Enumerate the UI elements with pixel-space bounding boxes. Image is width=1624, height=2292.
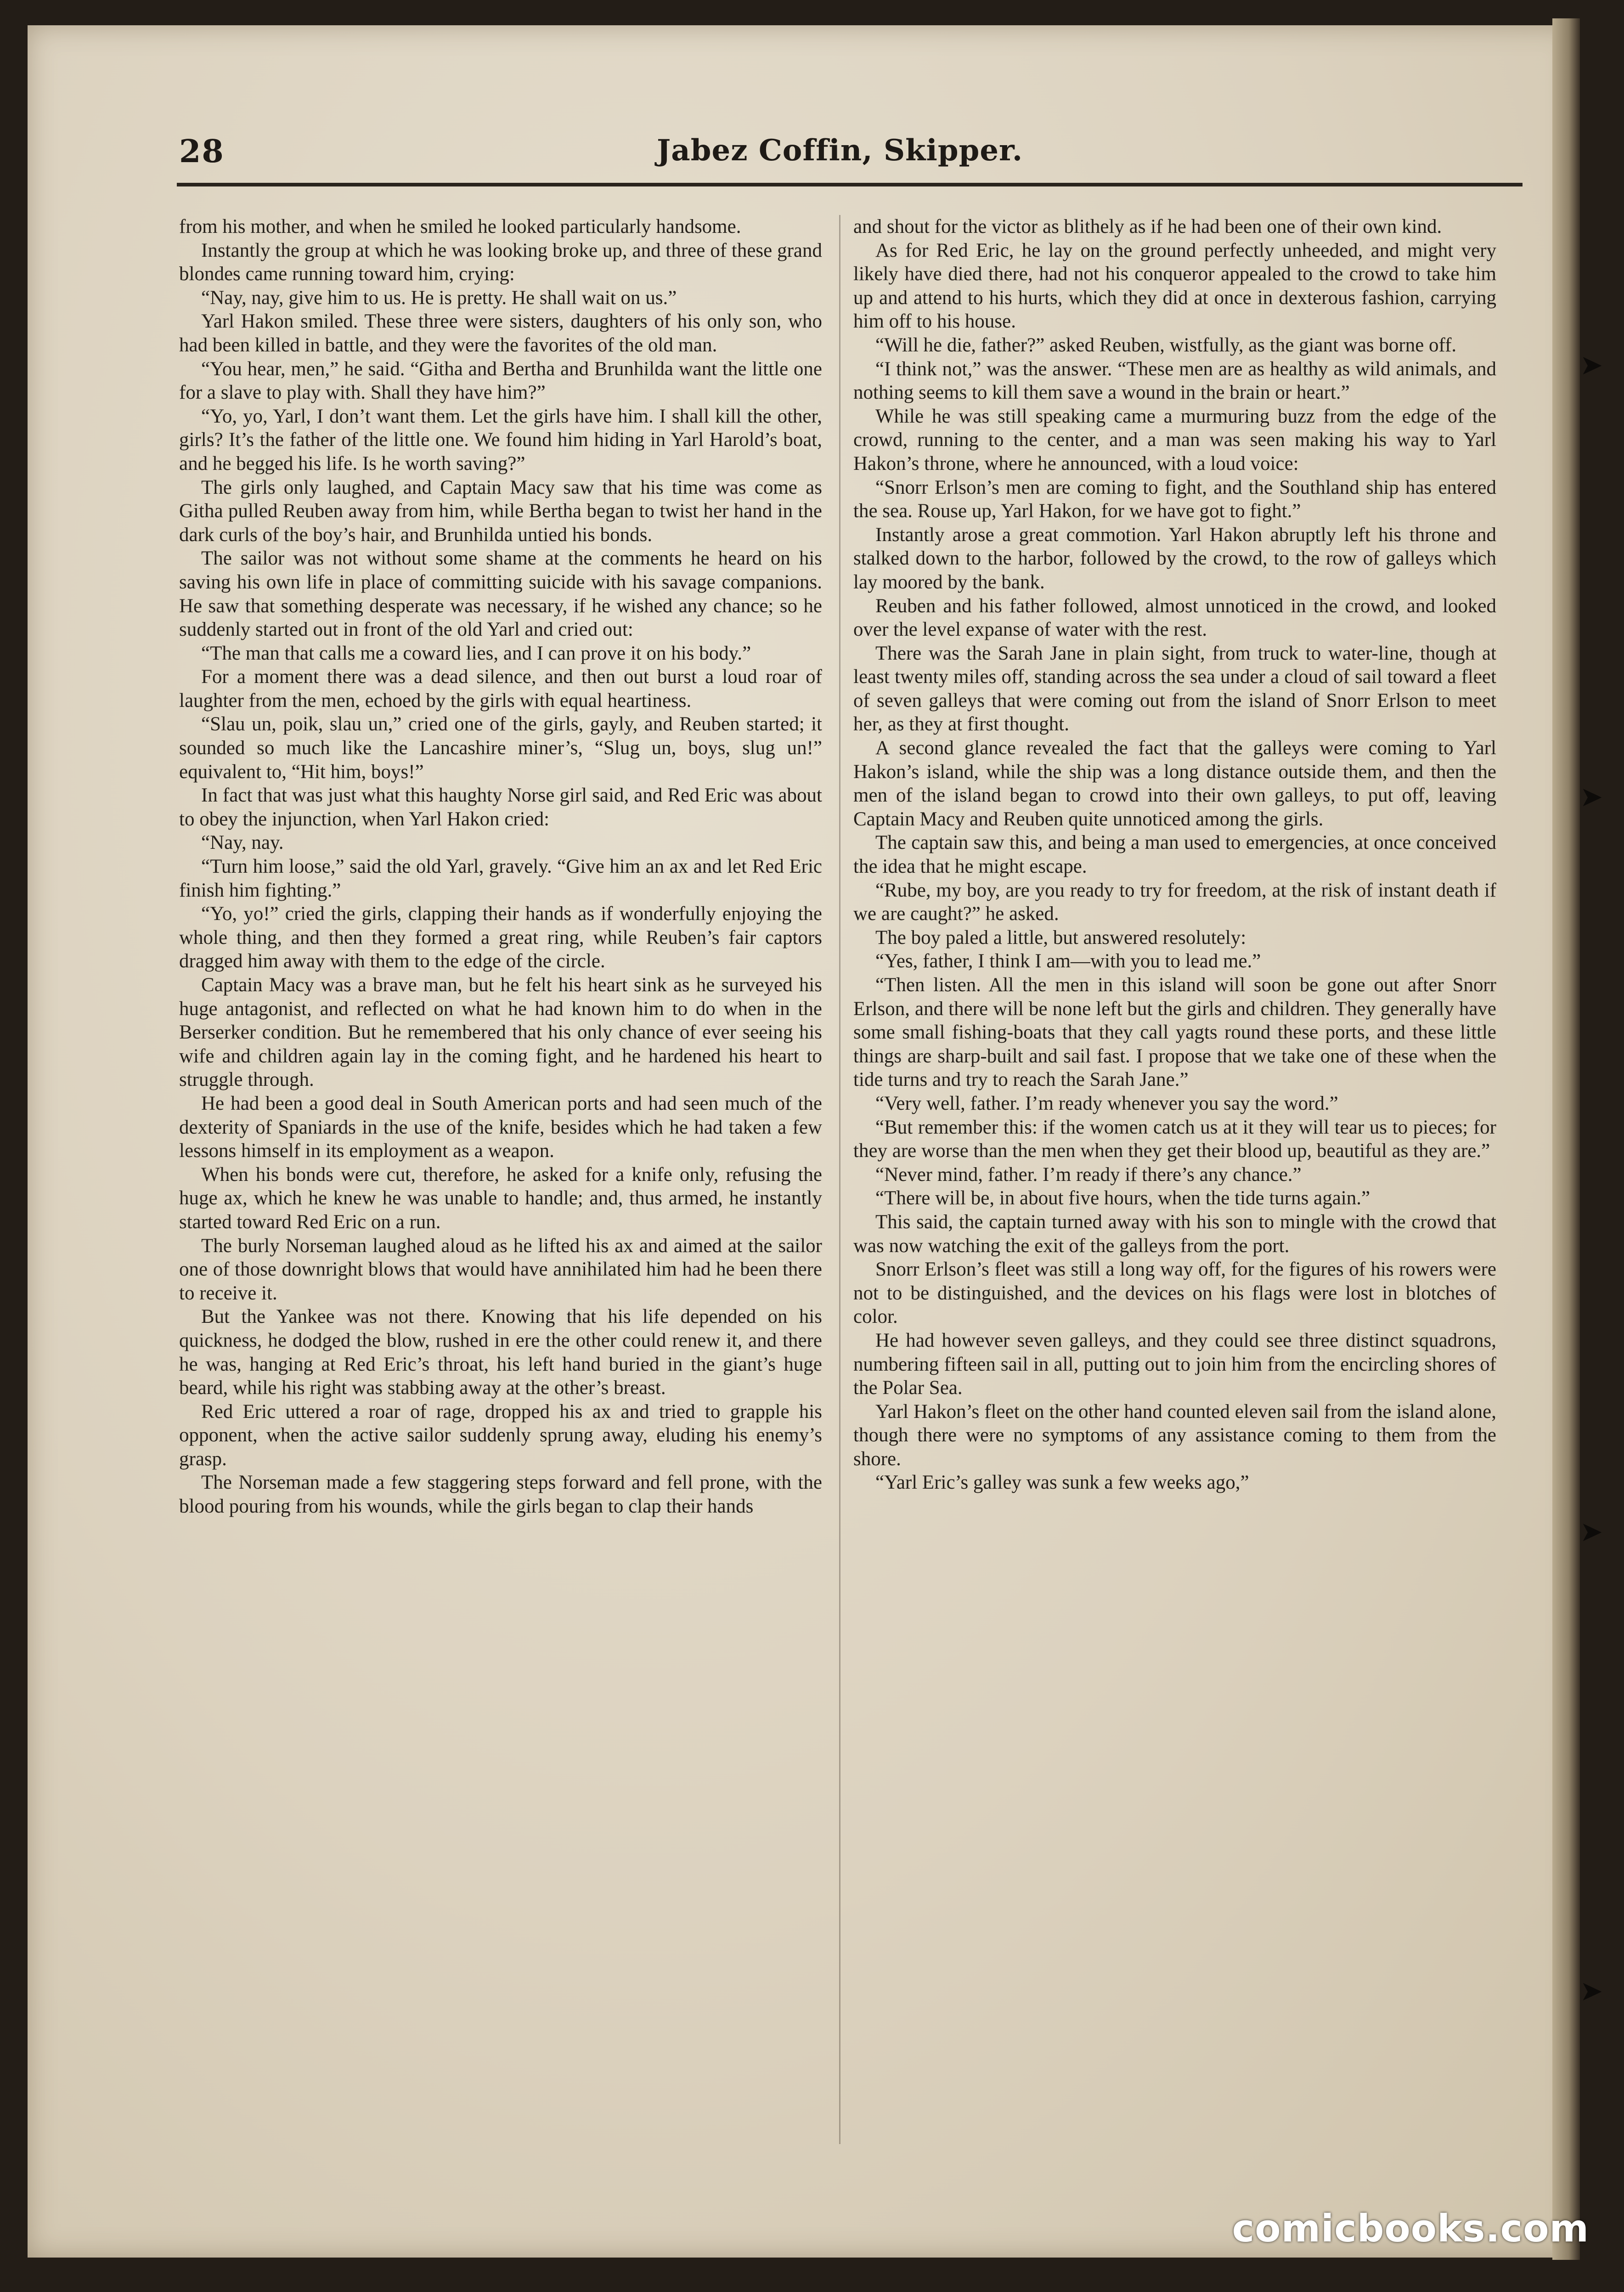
- paragraph: “Nay, nay.: [201, 832, 284, 854]
- paragraph: “Very well, father. I’m ready whenever you say the word.”: [875, 1092, 1338, 1114]
- paragraph: “The man that calls me a coward lies, and I can prove it on his body.”: [201, 642, 751, 664]
- paragraph: The captain saw this, and being a man used to emergencies, at once conceived the idea that he might escape.: [853, 832, 1496, 878]
- paragraph: “Snorr Erlson’s men are coming to fight, and the Southland ship has entered the sea. Rouse up, Yarl Hakon, for we have got to fight.”: [853, 476, 1496, 522]
- paragraph: “Yes, father, I think I am—with you to lead me.”: [875, 950, 1261, 972]
- paragraph: Instantly the group at which he was looking broke up, and three of these grand blondes came running toward him, crying:: [179, 239, 822, 285]
- text-column-left: [179, 215, 822, 2172]
- paragraph: There was the Sarah Jane in plain sight, from truck to water-line, though at least twenty miles off, standing across the sea under a cloud of sail toward a fleet of seven galleys that were coming out from the island of Snorr Erlson to meet her, as they at first thought.: [853, 642, 1496, 735]
- paragraph: The boy paled a little, but answered resolutely:: [875, 926, 1246, 948]
- paragraph: and shout for the victor as blithely as if he had been one of their own kind.: [853, 216, 1442, 237]
- paragraph: For a moment there was a dead silence, and then out burst a loud roar of laughter from the men, echoed by the girls with equal heartiness.: [179, 666, 822, 711]
- paragraph: “Slau un, poik, slau un,” cried one of the girls, gayly, and Reuben started; it sounded so much like the Lancashire miner’s, “Slug un, boys, slug un!” equivalent to, “Hit him, boys!”: [179, 713, 822, 783]
- paragraph: This said, the captain turned away with his son to mingle with the crowd that was now watching the exit of the galleys from the port.: [853, 1211, 1496, 1257]
- paragraph: “Will he die, father?” asked Reuben, wistfully, as the giant was borne off.: [875, 334, 1457, 356]
- watermark: comicbooks.com: [1232, 2207, 1589, 2251]
- column-divider: [839, 215, 840, 2144]
- paragraph: “There will be, in about five hours, when the tide turns again.”: [875, 1187, 1370, 1209]
- paragraph: Yarl Hakon’s fleet on the other hand counted eleven sail from the island alone, though there were no symptoms of any assistance coming to them from the shore.: [853, 1400, 1496, 1470]
- running-title: Jabez Coffin, Skipper.: [657, 133, 1023, 168]
- binding-hole-icon: ➤: [1580, 1516, 1603, 1548]
- paragraph: The burly Norseman laughed aloud as he lifted his ax and aimed at the sailor one of those downright blows that would have annihilated him had he been there to receive it.: [179, 1235, 822, 1304]
- paragraph: “You hear, men,” he said. “Githa and Bertha and Brunhilda want the little one for a slave to play with. Shall they have him?”: [179, 358, 822, 404]
- paragraph: “Turn him loose,” said the old Yarl, gravely. “Give him an ax and let Red Eric finish him fighting.”: [179, 856, 822, 901]
- paragraph: Yarl Hakon smiled. These three were sisters, daughters of his only son, who had been killed in battle, and they were the favorites of the old man.: [179, 310, 822, 356]
- paragraph: “Never mind, father. I’m ready if there’s any chance.”: [875, 1163, 1302, 1186]
- paragraph: A second glance revealed the fact that the galleys were coming to Yarl Hakon’s island, while the ship was a long distance outside them, and then the men of the island began to crowd into their own galleys, to put off, leaving Captain Macy and Reuben quite unnoticed among the girls.: [853, 737, 1496, 830]
- paragraph: He had however seven galleys, and they could see three distinct squadrons, numbering fifteen sail in all, putting out to join him from the encircling shores of the Polar Sea.: [853, 1329, 1496, 1399]
- paragraph: “Then listen. All the men in this island will soon be gone out after Snorr Erlson, and there will be none left but the girls and children. They generally have some small fishing-boats that they call yagts round these ports, and these little things are sharp-built and sail fast. I propose that we take one of these when the tide turns and try to reach the Sarah Jane.”: [853, 974, 1496, 1091]
- paragraph: The Norseman made a few staggering steps forward and fell prone, with the blood pouring from his wounds, while the girls began to clap their hands: [179, 1472, 822, 1518]
- paragraph: As for Red Eric, he lay on the ground perfectly unheeded, and might very likely have died there, had not his conqueror appealed to the crowd to take him up and attend to his hurts, which they did at once in dexterous fashion, carrying him off to his house.: [853, 239, 1496, 333]
- paragraph: Snorr Erlson’s fleet was still a long way off, for the figures of his rowers were not to be distinguished, and the devices on his flags were lost in blotches of color.: [853, 1259, 1496, 1328]
- paragraph: from his mother, and when he smiled he looked particularly handsome.: [179, 216, 741, 237]
- paragraph: “Yo, yo, Yarl, I don’t want them. Let the girls have him. I shall kill the other, girls? It’s the father of the little one. We found him hiding in Yarl Harold’s boat, and he begged his life. Is he worth saving?”: [179, 405, 822, 474]
- binding-hole-icon: ➤: [1580, 781, 1603, 813]
- paragraph: “But remember this: if the women catch us at it they will tear us to pieces; for they are worse than the men when they get their blood up, beautiful as they are.”: [853, 1116, 1496, 1162]
- binding-hole-icon: ➤: [1580, 1975, 1603, 2007]
- paragraph: The sailor was not without some shame at the comments he heard on his saving his own life in place of committing suicide with his savage companions. He saw that something desperate was necessary, if he wished any chance; so he suddenly started out in front of the old Yarl and cried out:: [179, 548, 822, 641]
- paragraph: “Yo, yo!” cried the girls, clapping their hands as if wonderfully enjoying the whole thing, and then they formed a great ring, while Reuben’s fair captors dragged him away with them to the edge of the circle.: [179, 903, 822, 972]
- paragraph: Reuben and his father followed, almost unnoticed in the crowd, and looked over the level expanse of water with the rest.: [853, 595, 1496, 641]
- paragraph: “Yarl Eric’s galley was sunk a few weeks ago,”: [875, 1472, 1249, 1494]
- paragraph: “Rube, my boy, are you ready to try for freedom, at the risk of instant death if we are caught?” he asked.: [853, 879, 1496, 925]
- paragraph: “I think not,” was the answer. “These men are as healthy as wild animals, and nothing seems to kill them save a wound in the brain or heart.”: [853, 358, 1496, 404]
- binding-hole-icon: ➤: [1580, 349, 1603, 381]
- paragraph: But the Yankee was not there. Knowing that his life depended on his quickness, he dodged the blow, rushed in ere the other could renew it, and there he was, hanging at Red Eric’s throat, his left hand buried in the giant’s huge beard, while his right was stabbing away at the other’s breast.: [179, 1306, 822, 1399]
- page-binding-edge: [1552, 18, 1580, 2260]
- paragraph: While he was still speaking came a murmuring buzz from the edge of the crowd, running to the center, and a man was seen making his way to Yarl Hakon’s throne, where he announced, with a loud voice:: [853, 405, 1496, 474]
- paragraph: “Nay, nay, give him to us. He is pretty. He shall wait on us.”: [201, 287, 677, 309]
- page-header: [179, 133, 1520, 175]
- paragraph: Red Eric uttered a roar of rage, dropped his ax and tried to grapple his opponent, when the active sailor suddenly sprung away, eluding his enemy’s grasp.: [179, 1400, 822, 1470]
- text-column-right: [853, 215, 1496, 2172]
- header-rule: [177, 183, 1522, 186]
- page-number: 28: [179, 133, 225, 170]
- paragraph: The girls only laughed, and Captain Macy saw that his time was come as Githa pulled Reuben away from him, while Bertha began to twist her hand in the dark curls of the boy’s hair, and Brunhilda untied his bonds.: [179, 476, 822, 546]
- paragraph: He had been a good deal in South American ports and had seen much of the dexterity of Spaniards in the use of the knife, besides which he had taken a few lessons himself in its employment as a weapon.: [179, 1092, 822, 1162]
- paragraph: Instantly arose a great commotion. Yarl Hakon abruptly left his throne and stalked down to the harbor, followed by the crowd, to the row of galleys which lay moored by the bank.: [853, 524, 1496, 593]
- paragraph: When his bonds were cut, therefore, he asked for a knife only, refusing the huge ax, which he knew he was unable to handle; and, thus armed, he instantly started toward Red Eric on a run.: [179, 1163, 822, 1233]
- paragraph: Captain Macy was a brave man, but he felt his heart sink as he surveyed his huge antagonist, and reflected on what he had known him to do when in the Berserker condition. But he remembered that his only chance of ever seeing his wife and children again lay in the coming fight, and he hardened his heart to struggle through.: [179, 974, 822, 1091]
- paragraph: In fact that was just what this haughty Norse girl said, and Red Eric was about to obey the injunction, when Yarl Hakon cried:: [179, 785, 822, 830]
